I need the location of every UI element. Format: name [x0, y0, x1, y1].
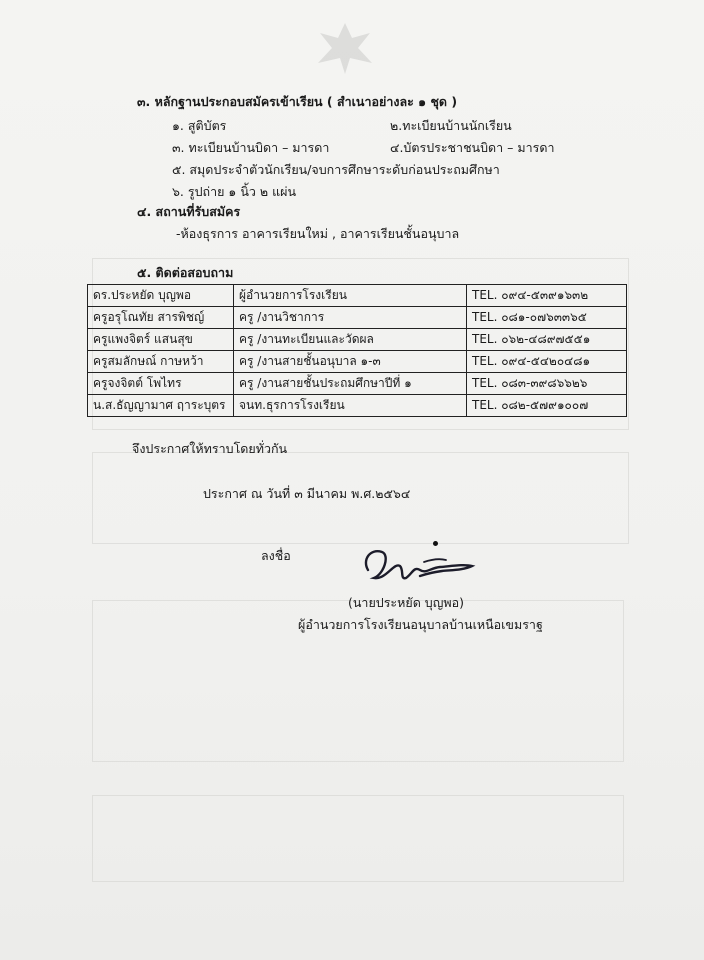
contact-role: ครู /งานสายชั้นอนุบาล ๑-๓ [234, 351, 467, 373]
doc-item: ๓. ทะเบียนบ้านบิดา – มารดา [172, 140, 330, 155]
contact-name: น.ส.ธัญญามาศ ฤาระบุตร [88, 395, 234, 417]
contact-table [87, 284, 627, 417]
contact-role: ผู้อำนวยการโรงเรียน [234, 285, 467, 307]
table-row [88, 395, 627, 417]
table-row [88, 307, 627, 329]
contact-tel: TEL. ๐๘๑-๐๗๖๓๓๖๕ [467, 307, 627, 329]
application-place: -ห้องธุรการ อาคารเรียนใหม่ , อาคารเรียนชั้นอนุบาล [176, 226, 460, 241]
doc-item: ๒.ทะเบียนบ้านนักเรียน [390, 118, 512, 133]
contact-name: ครูจงจิตต์ โพไทร [88, 373, 234, 395]
table-row [88, 329, 627, 351]
contact-tel: TEL. ๐๘๒-๕๗๙๑๐๐๗ [467, 395, 627, 417]
announcement-text: จึงประกาศให้ทราบโดยทั่วกัน [132, 441, 288, 456]
signer-title: ผู้อำนวยการโรงเรียนอนุบาลบ้านเหนือเขมราฐ [298, 617, 543, 632]
doc-item: ๑. สูติบัตร [172, 118, 227, 133]
doc-item: ๖. รูปถ่าย ๑ นิ้ว ๒ แผ่น [172, 184, 296, 199]
contact-tel: TEL. ๐๖๒-๔๘๙๗๕๕๑ [467, 329, 627, 351]
table-row [88, 351, 627, 373]
announcement-date: ประกาศ ณ วันที่ ๓ มีนาคม พ.ศ.๒๕๖๔ [203, 486, 411, 501]
contact-role: ครู /งานวิชาการ [234, 307, 467, 329]
signer-name: (นายประหยัด บุญพอ) [348, 595, 464, 610]
contact-tel: TEL. ๐๙๔-๕๓๙๑๖๓๒ [467, 285, 627, 307]
contact-name: ครูอรุโณทัย สารพิชญ์ [88, 307, 234, 329]
table-row [88, 373, 627, 395]
contact-name: ดร.ประหยัด บุญพอ [88, 285, 234, 307]
table-row [88, 285, 627, 307]
contact-name: ครูแพงจิตร์ แสนสุข [88, 329, 234, 351]
sign-label: ลงชื่อ [261, 548, 291, 563]
bleed-through-box [92, 795, 624, 882]
doc-item: ๕. สมุดประจำตัวนักเรียน/จบการศึกษาระดับก่อนประถมศึกษา [172, 162, 500, 177]
doc-item: ๔.บัตรประชาชนบิดา – มารดา [390, 140, 555, 155]
section5-heading: ๕. ติดต่อสอบถาม [137, 265, 234, 280]
contact-tel: TEL. ๐๙๔-๕๔๒๐๔๘๑ [467, 351, 627, 373]
contact-role: ครู /งานทะเบียนและวัดผล [234, 329, 467, 351]
garuda-emblem-icon [310, 18, 380, 78]
contact-tel: TEL. ๐๘๓-๓๙๘๖๖๒๖ [467, 373, 627, 395]
ink-dot [433, 541, 438, 546]
contact-name: ครูสมลักษณ์ กาษหว้า [88, 351, 234, 373]
section3-heading: ๓. หลักฐานประกอบสมัครเข้าเรียน ( สำเนาอย่างละ ๑ ชุด ) [137, 94, 458, 109]
contact-role: จนท.ธุรการโรงเรียน [234, 395, 467, 417]
signature-image [360, 540, 480, 590]
section4-heading: ๔. สถานที่รับสมัคร [137, 204, 241, 219]
contact-role: ครู /งานสายชั้นประถมศึกษาปีที่ ๑ [234, 373, 467, 395]
